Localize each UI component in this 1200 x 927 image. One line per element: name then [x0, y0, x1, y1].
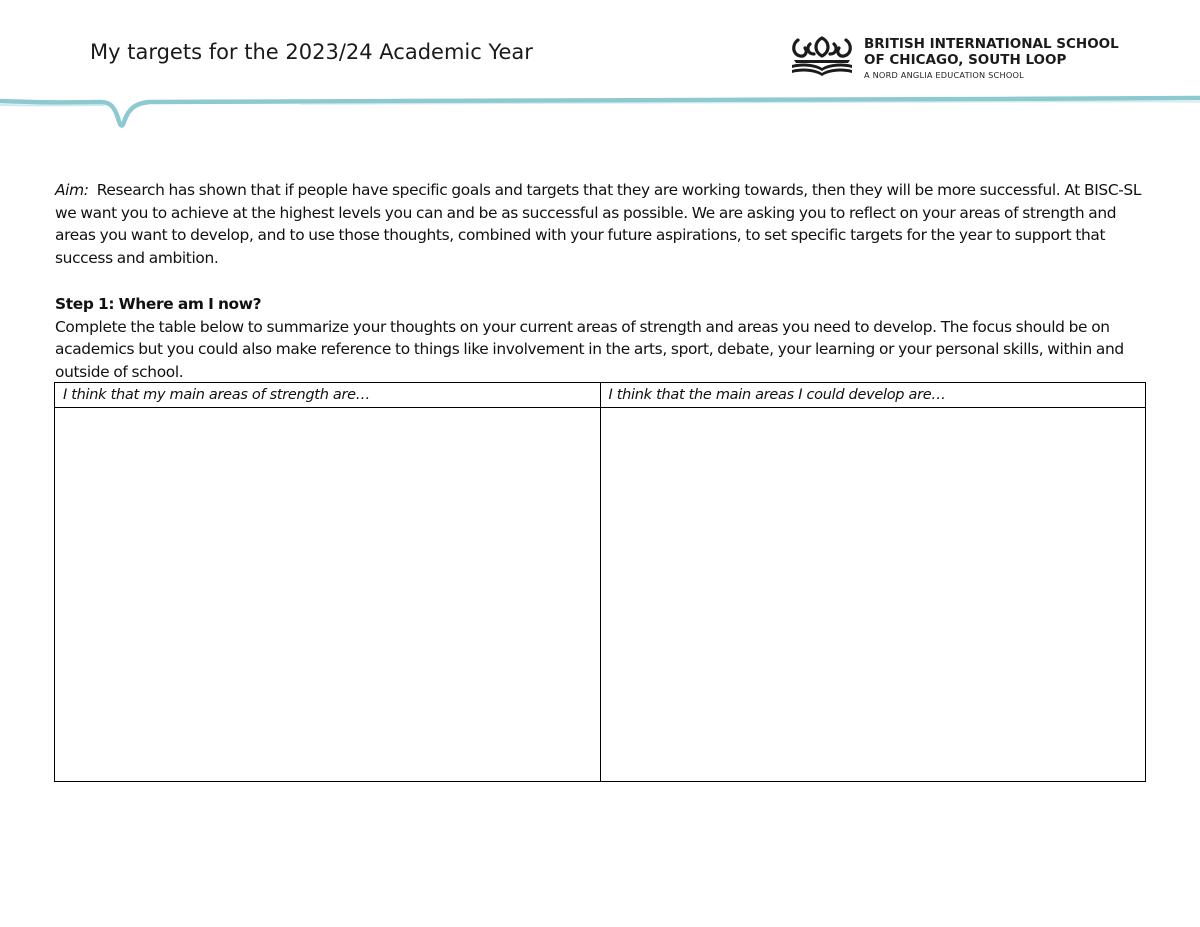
- school-logo: [788, 34, 1133, 84]
- step1-heading: Step 1: Where am I now?: [55, 294, 262, 313]
- page-title: My targets for the 2023/24 Academic Year: [90, 40, 533, 64]
- table-row: [55, 408, 1146, 782]
- header-banner-divider: [0, 88, 1200, 134]
- school-crest-icon: [788, 34, 856, 80]
- step1-instructions: Complete the table below to summarize your thoughts on your current areas of strength and areas you need to develop. The focus should be on academics but you could also make reference to things like involvement in the arts, sport, debate, your learning or your personal skills, within and outside of school.: [55, 317, 1124, 381]
- strengths-entry-cell[interactable]: [55, 408, 601, 782]
- development-entry-cell[interactable]: [600, 408, 1146, 782]
- school-tagline: A NORD ANGLIA EDUCATION SCHOOL: [864, 70, 1024, 80]
- development-column-header: I think that the main areas I could develop are…: [600, 383, 1146, 408]
- school-name-line2: OF CHICAGO, SOUTH LOOP: [864, 52, 1067, 68]
- targets-table: [54, 382, 1146, 782]
- aim-text: Research has shown that if people have specific goals and targets that they are working towards, then they will be more successful. At BISC-SL we want you to achieve at the highest levels you can and be as successful as possible. We are asking you to reflect on your areas of strength and areas you want to develop, and to use those thoughts, combined with your future aspirations, to set specific targets for the year to support that success and ambition.: [55, 181, 1142, 268]
- strengths-column-header: I think that my main areas of strength are…: [55, 383, 601, 408]
- table-header-row: [55, 383, 1146, 408]
- document-body: [55, 179, 1155, 384]
- aim-paragraph: [55, 179, 1155, 270]
- school-name-line1: BRITISH INTERNATIONAL SCHOOL: [864, 36, 1119, 52]
- aim-label: Aim:: [55, 181, 89, 199]
- school-name: [864, 36, 1119, 68]
